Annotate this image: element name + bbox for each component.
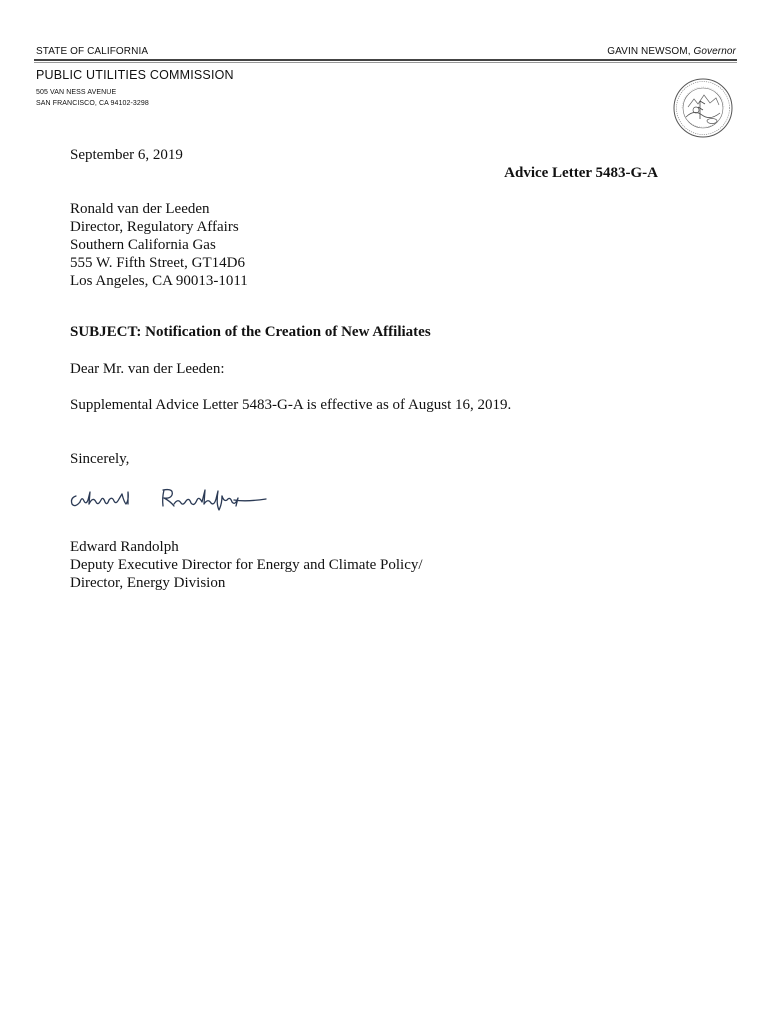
- recipient-company: Southern California Gas: [70, 237, 216, 253]
- letter-date: September 6, 2019: [70, 147, 183, 163]
- letter-closing: Sincerely,: [70, 451, 130, 467]
- letter-salutation: Dear Mr. van der Leeden:: [70, 361, 225, 377]
- california-state-seal-icon: [672, 77, 734, 139]
- recipient-name: Ronald van der Leeden: [70, 201, 210, 217]
- governor-name: GAVIN NEWSOM,: [607, 46, 691, 57]
- handwritten-signature: [66, 482, 276, 516]
- letterhead-rule-secondary: [34, 62, 737, 63]
- advice-letter-number: Advice Letter 5483-G-A: [504, 165, 658, 181]
- governor-title: Governor: [693, 46, 736, 57]
- governor-line: [607, 46, 736, 57]
- state-name: STATE OF CALIFORNIA: [36, 46, 149, 57]
- signer-title-line2: Director, Energy Division: [70, 575, 226, 591]
- agency-address-line1: 505 VAN NESS AVENUE: [36, 89, 117, 96]
- agency-name: PUBLIC UTILITIES COMMISSION: [36, 68, 234, 82]
- letterhead-rule: [34, 59, 737, 61]
- signer-block: [70, 538, 423, 592]
- recipient-city: Los Angeles, CA 90013-1011: [70, 273, 248, 289]
- recipient-title: Director, Regulatory Affairs: [70, 219, 239, 235]
- recipient-street: 555 W. Fifth Street, GT14D6: [70, 255, 245, 271]
- agency-address-line2: SAN FRANCISCO, CA 94102-3298: [36, 100, 149, 107]
- signer-name: Edward Randolph: [70, 539, 179, 555]
- letter-subject: SUBJECT: Notification of the Creation of New Affiliates: [70, 324, 431, 340]
- recipient-address-block: [70, 200, 248, 290]
- letter-body: Supplemental Advice Letter 5483-G-A is effective as of August 16, 2019.: [70, 397, 512, 413]
- signer-title-line1: Deputy Executive Director for Energy and Climate Policy/: [70, 557, 423, 573]
